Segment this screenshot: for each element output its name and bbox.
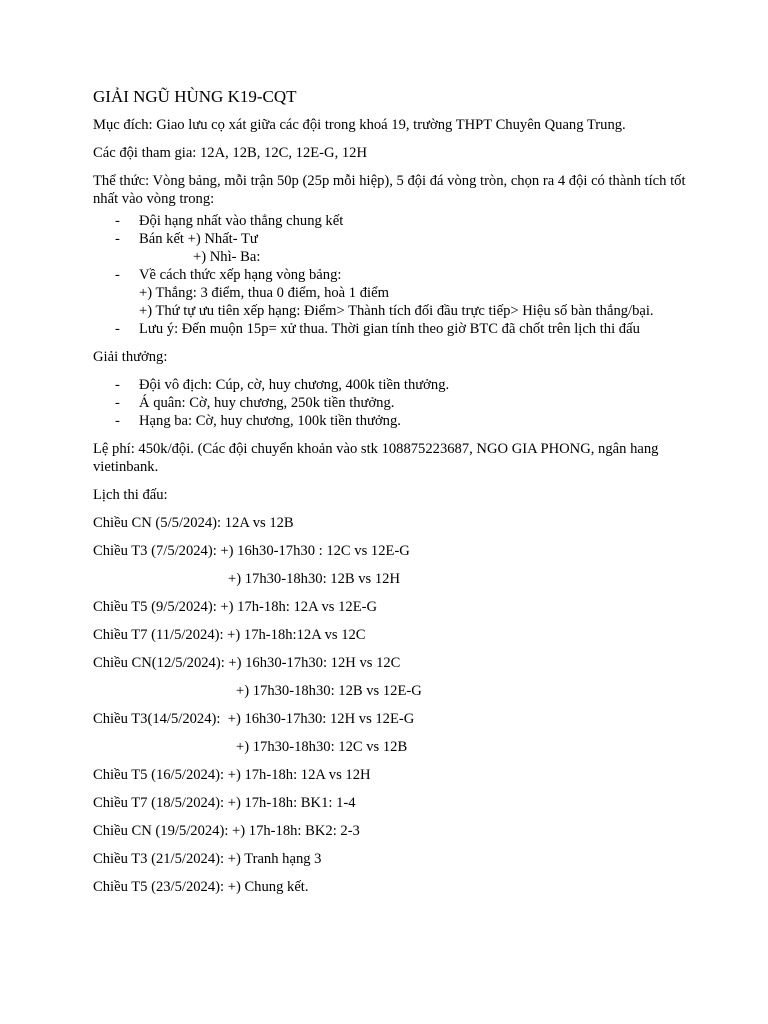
list-bullet: - [115,213,120,229]
format-list [93,212,693,338]
schedule-line: Chiều T5 (9/5/2024): +) 17h-18h: 12A vs 12E-G [93,599,378,615]
list-item-text: Đội hạng nhất vào thẳng chung kết [139,213,344,229]
list-item [93,212,693,230]
prizes-heading: Giải thưởng: [93,349,168,365]
schedule-line: Chiều T5 (23/5/2024): +) Chung kết. [93,879,309,895]
list-bullet: - [115,267,120,283]
list-item-subline: +) Thứ tự ưu tiên xếp hạng: Điểm> Thành tích đối đầu trực tiếp> Hiệu số bàn thắng/bại. [139,303,654,319]
list-item-text: Về cách thức xếp hạng vòng bảng: [139,267,342,283]
fee-paragraph: Lệ phí: 450k/đội. (Các đội chuyển khoản vào stk 108875223687, NGO GIA PHONG, ngân hang vietinbank. [93,441,659,475]
list-item [93,320,693,338]
format-paragraph: Thể thức: Vòng bảng, mỗi trận 50p (25p mỗi hiệp), 5 đội đá vòng tròn, chọn ra 4 đội có thành tích tốt nhất vào vòng trong: [93,173,686,207]
schedule-line-continuation: +) 17h30-18h30: 12C vs 12B [236,739,408,755]
list-bullet: - [115,413,120,429]
list-item-text: Đội vô địch: Cúp, cờ, huy chương, 400k tiền thưởng. [139,377,450,393]
list-item [93,412,693,430]
list-item [93,394,693,412]
schedule-line: Chiều CN (19/5/2024): +) 17h-18h: BK2: 2-3 [93,823,360,839]
list-item-text: Á quân: Cờ, huy chương, 250k tiền thưởng. [139,395,395,411]
schedule-line: Chiều CN (5/5/2024): 12A vs 12B [93,515,294,531]
list-item [93,230,693,266]
list-bullet: - [115,231,120,247]
list-item-text: Lưu ý: Đến muộn 15p= xử thua. Thời gian tính theo giờ BTC đã chốt trên lịch thi đấu [139,321,640,337]
list-item-subline: +) Nhì- Ba: [193,249,261,265]
list-item [93,376,693,394]
teams-paragraph: Các đội tham gia: 12A, 12B, 12C, 12E-G, 12H [93,145,368,161]
purpose-paragraph: Mục đích: Giao lưu cọ xát giữa các đội trong khoá 19, trường THPT Chuyên Quang Trung. [93,117,626,133]
list-bullet: - [115,395,120,411]
schedule-line-continuation: +) 17h30-18h30: 12B vs 12E-G [236,683,422,699]
list-item-subline: +) Thắng: 3 điểm, thua 0 điểm, hoà 1 điểm [139,285,389,301]
document-page [93,86,693,906]
list-bullet: - [115,321,120,337]
schedule-line: Chiều T7 (18/5/2024): +) 17h-18h: BK1: 1-4 [93,795,356,811]
schedule-line: Chiều T3(14/5/2024): +) 16h30-17h30: 12H vs 12E-G [93,711,415,727]
schedule-line-continuation: +) 17h30-18h30: 12B vs 12H [228,571,401,587]
schedule-line: Chiều CN(12/5/2024): +) 16h30-17h30: 12H vs 12C [93,655,401,671]
schedule-line: Chiều T3 (7/5/2024): +) 16h30-17h30 : 12C vs 12E-G [93,543,410,559]
schedule-line: Chiều T3 (21/5/2024): +) Tranh hạng 3 [93,851,322,867]
schedule-line: Chiều T5 (16/5/2024): +) 17h-18h: 12A vs 12H [93,767,371,783]
schedule-line: Chiều T7 (11/5/2024): +) 17h-18h:12A vs 12C [93,627,366,643]
list-bullet: - [115,377,120,393]
schedule-list [93,514,693,896]
schedule-heading: Lịch thi đấu: [93,487,168,503]
list-item [93,266,693,320]
document-title: GIẢI NGŨ HÙNG K19-CQT [93,87,297,106]
prizes-list [93,376,693,430]
list-item-text: Hạng ba: Cờ, huy chương, 100k tiền thưởng. [139,413,401,429]
list-item-text: Bán kết +) Nhất- Tư [139,231,258,247]
